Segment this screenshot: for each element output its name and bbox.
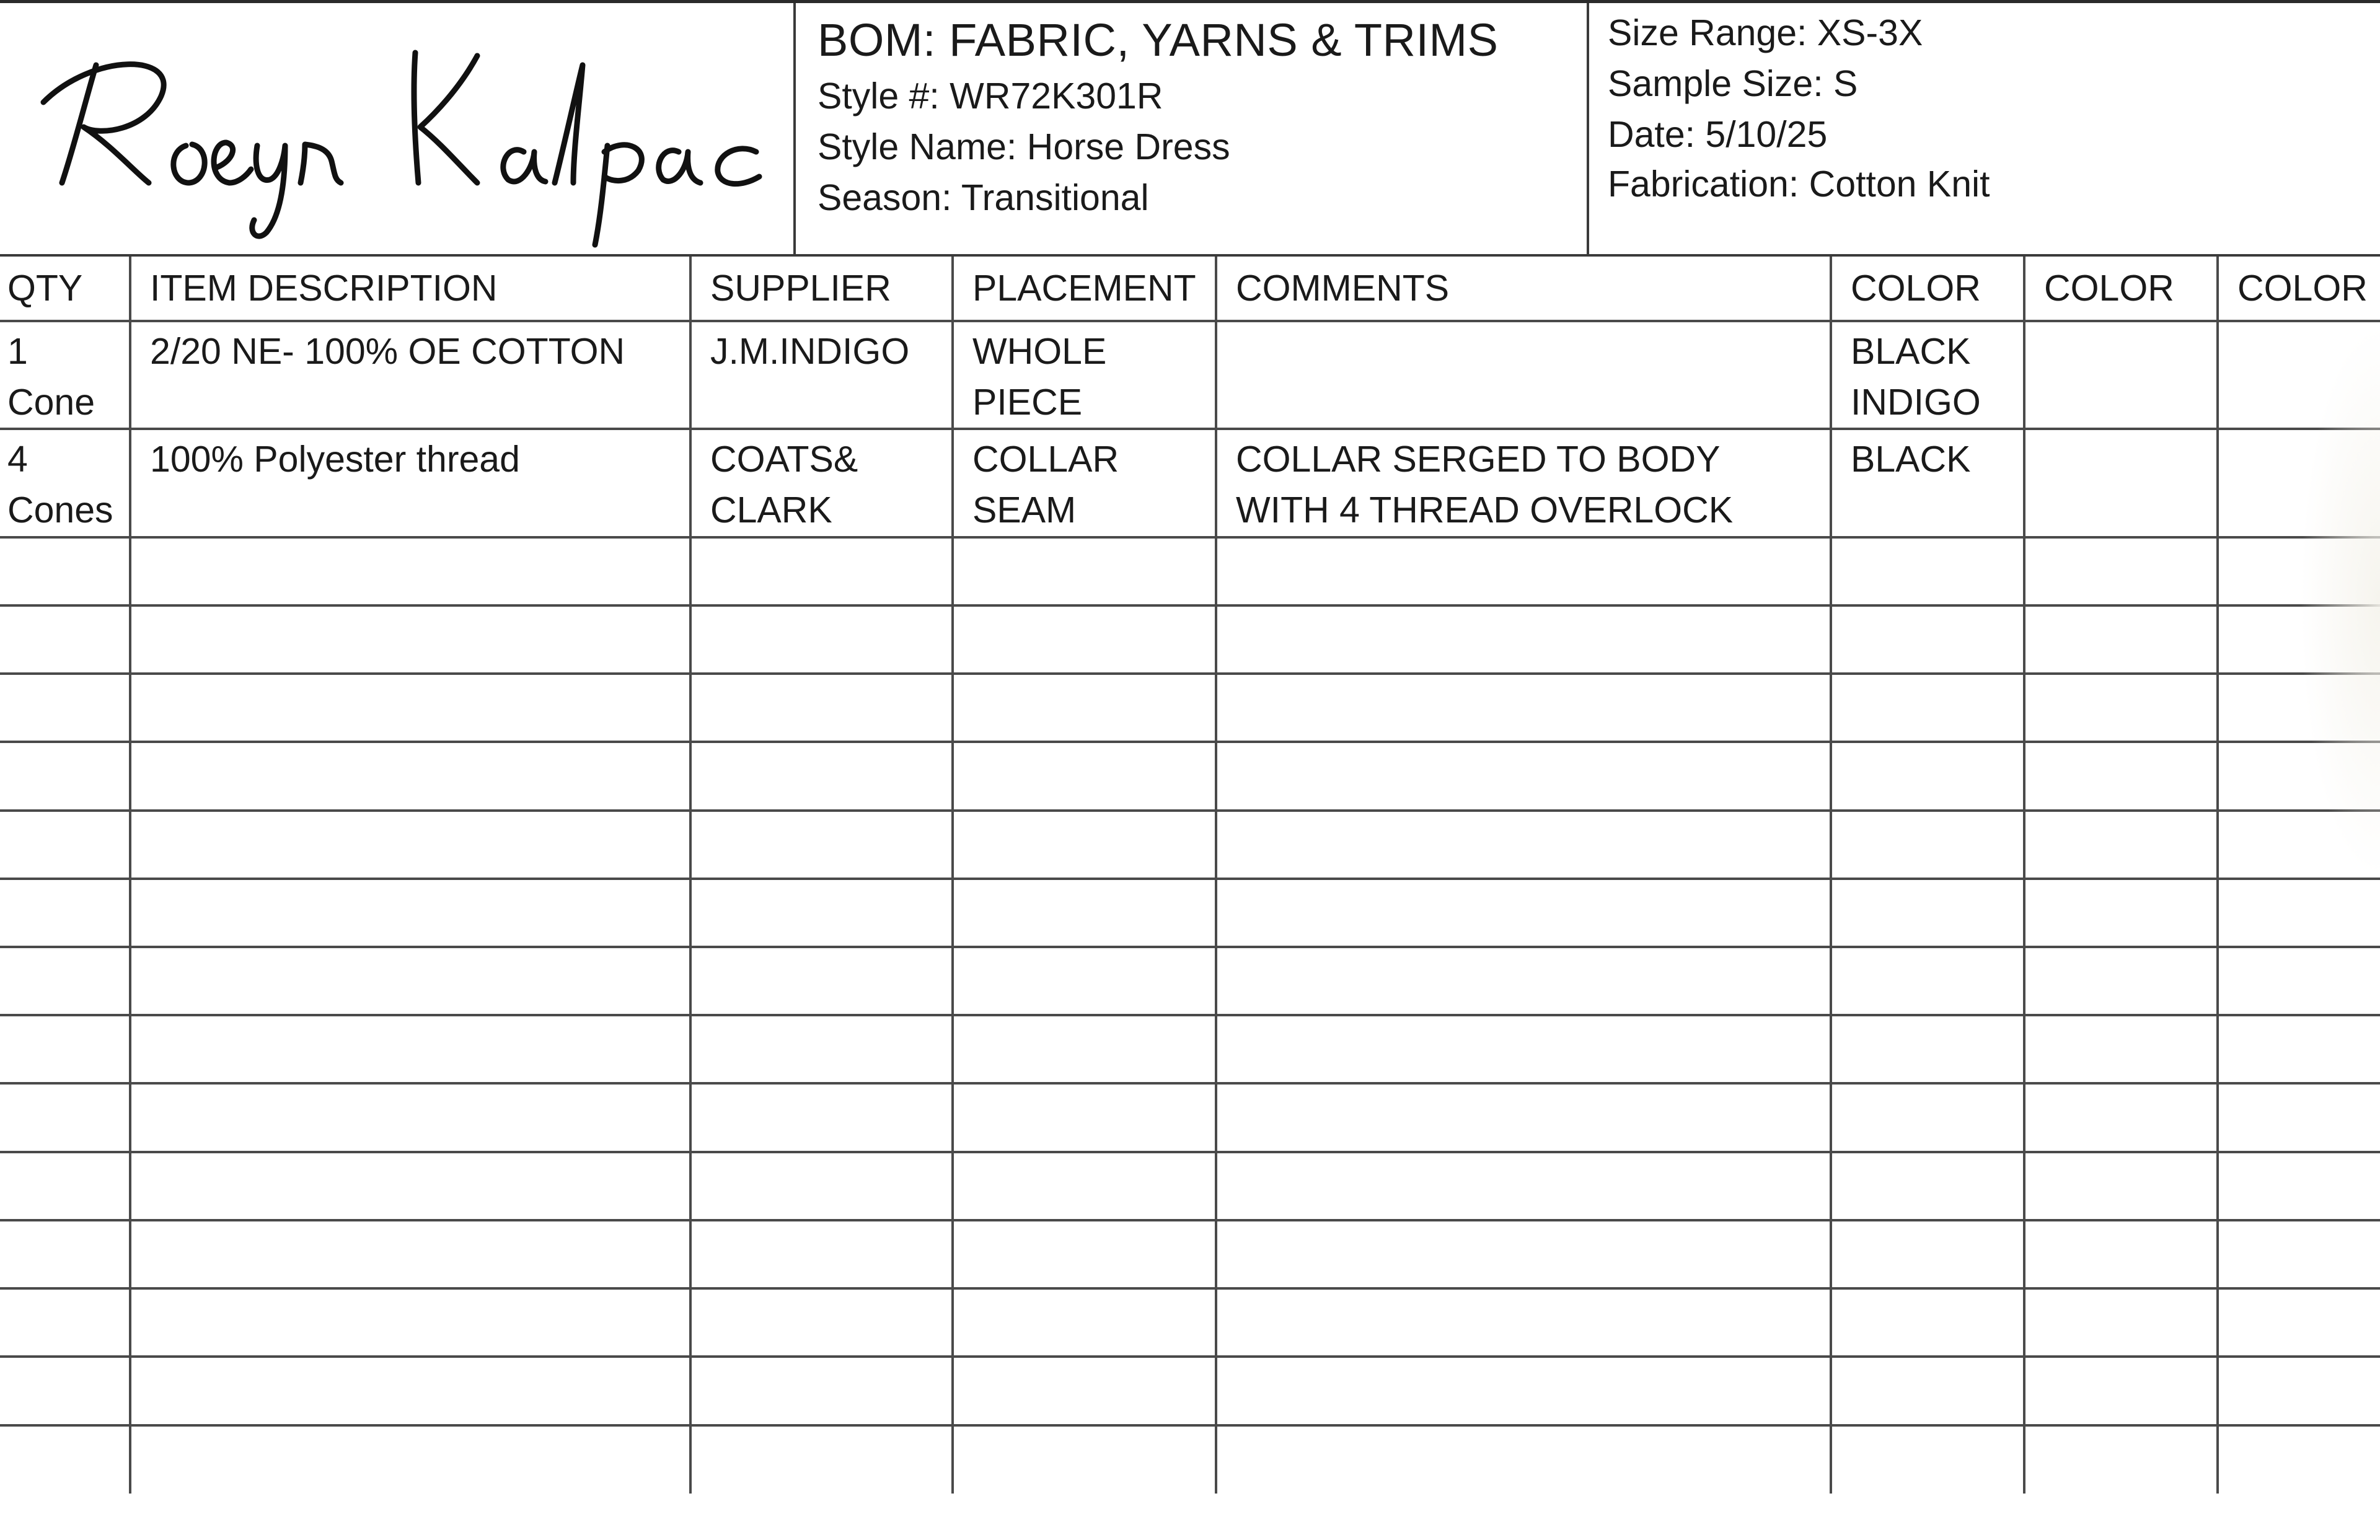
- table-row: [0, 429, 2380, 537]
- column-header-qty: QTY: [0, 257, 130, 321]
- placement-cell: WHOLE PIECE: [953, 321, 1216, 429]
- table-header-row: [0, 257, 2380, 321]
- brand-signature-logo: [19, 28, 781, 251]
- column-header-color-1: COLOR: [1831, 257, 2024, 321]
- sample-size: Sample Size: S: [1608, 63, 1858, 104]
- column-header-color-3: COLOR: [2218, 257, 2380, 321]
- supplier-cell: J.M.INDIGO: [690, 321, 953, 429]
- placement-cell: COLLAR SEAM: [953, 429, 1216, 537]
- fabrication: Fabrication: Cotton Knit: [1608, 164, 1990, 205]
- table-row: [0, 321, 2380, 429]
- empty-table-row: [0, 1288, 2380, 1357]
- spec-cell: [1589, 3, 2380, 254]
- empty-table-row: [0, 674, 2380, 742]
- empty-table-row: [0, 742, 2380, 810]
- item-description-cell: 2/20 NE- 100% OE COTTON: [130, 321, 690, 429]
- empty-table-row: [0, 947, 2380, 1015]
- empty-table-row: [0, 811, 2380, 879]
- color-3-cell: [2218, 429, 2380, 537]
- empty-table-row: [0, 1357, 2380, 1425]
- qty-cell: 1 Cone: [0, 321, 130, 429]
- empty-table-row: [0, 1083, 2380, 1151]
- size-range: Size Range: XS-3X: [1608, 12, 1923, 53]
- empty-table-row: [0, 1015, 2380, 1083]
- column-header-comments: COMMENTS: [1216, 257, 1831, 321]
- item-description-cell: 100% Polyester thread: [130, 429, 690, 537]
- bom-header: [0, 0, 2380, 257]
- column-header-item-description: ITEM DESCRIPTION: [130, 257, 690, 321]
- empty-table-row: [0, 879, 2380, 947]
- color-2-cell: [2024, 429, 2218, 537]
- empty-table-row: [0, 1425, 2380, 1494]
- style-number: Style #: WR72K301R: [818, 76, 1163, 117]
- bom-table: [0, 257, 2380, 1494]
- empty-table-row: [0, 1152, 2380, 1220]
- empty-table-row: [0, 605, 2380, 674]
- color-1-cell: BLACK: [1831, 429, 2024, 537]
- column-header-placement: PLACEMENT: [953, 257, 1216, 321]
- comments-cell: COLLAR SERGED TO BODY WITH 4 THREAD OVERLOCK: [1216, 429, 1831, 537]
- brand-logo-cell: [0, 3, 796, 254]
- color-3-cell: [2218, 321, 2380, 429]
- season: Season: Transitional: [818, 177, 1149, 218]
- bom-title-cell: [796, 3, 1589, 254]
- empty-table-row: [0, 1220, 2380, 1288]
- document-title: BOM: FABRIC, YARNS & TRIMS: [818, 14, 1499, 66]
- qty-cell: 4 Cones: [0, 429, 130, 537]
- supplier-cell: COATS& CLARK: [690, 429, 953, 537]
- color-2-cell: [2024, 321, 2218, 429]
- comments-cell: [1216, 321, 1831, 429]
- color-1-cell: BLACK INDIGO: [1831, 321, 2024, 429]
- date: Date: 5/10/25: [1608, 114, 1828, 155]
- style-name: Style Name: Horse Dress: [818, 126, 1230, 167]
- column-header-supplier: SUPPLIER: [690, 257, 953, 321]
- column-header-color-2: COLOR: [2024, 257, 2218, 321]
- empty-table-row: [0, 537, 2380, 605]
